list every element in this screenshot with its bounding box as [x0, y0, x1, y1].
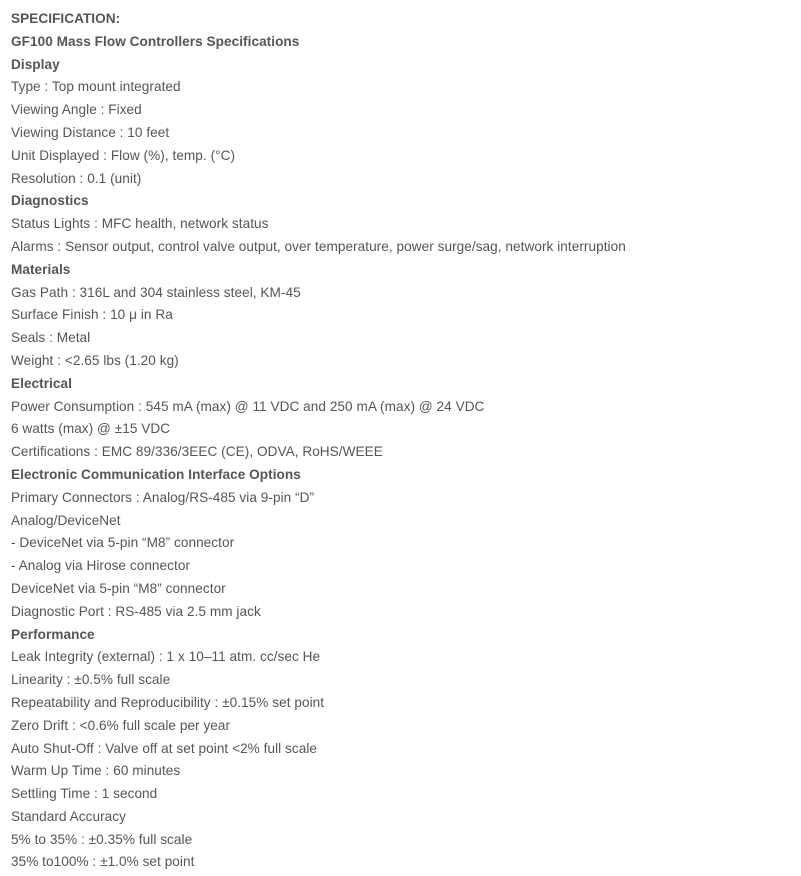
- spec-line: Status Lights : MFC health, network status: [11, 216, 269, 232]
- spec-line: Viewing Distance : 10 feet: [11, 124, 170, 140]
- spec-line: Viewing Angle : Fixed: [11, 102, 142, 118]
- spec-line: Surface Finish : 10 μ in Ra: [11, 307, 173, 323]
- spec-line: Power Consumption : 545 mA (max) @ 11 VDC and 250 mA (max) @ 24 VDC: [11, 398, 485, 414]
- spec-line: Gas Path : 316L and 304 stainless steel, KM-45: [11, 284, 301, 300]
- section-heading: GF100 Mass Flow Controllers Specifications: [11, 33, 300, 49]
- section-heading: Electronic Communication Interface Options: [11, 466, 301, 482]
- spec-line: Repeatability and Reproducibility : ±0.15% set point: [11, 694, 325, 710]
- spec-line: Linearity : ±0.5% full scale: [11, 672, 171, 688]
- spec-line: Certifications : EMC 89/336/3EEC (CE), ODVA, RoHS/WEEE: [11, 444, 383, 460]
- spec-line: Warm Up Time : 60 minutes: [11, 763, 181, 779]
- spec-line: 35% to100% : ±1.0% set point: [11, 854, 195, 870]
- section-heading: Diagnostics: [11, 193, 89, 209]
- section-heading: SPECIFICATION:: [11, 11, 121, 26]
- spec-line: DeviceNet via 5-pin “M8” connector: [11, 580, 226, 596]
- spec-line: Settling Time : 1 second: [11, 786, 158, 802]
- spec-line: - DeviceNet via 5-pin “M8” connector: [11, 535, 235, 551]
- section-heading: Electrical: [11, 375, 72, 391]
- spec-line: Weight : <2.65 lbs (1.20 kg): [11, 352, 179, 368]
- spec-line: Analog/DeviceNet: [11, 512, 121, 528]
- spec-line: Leak Integrity (external) : 1 x 10–11 atm. cc/sec He: [11, 649, 321, 665]
- spec-line: Primary Connectors : Analog/RS-485 via 9-pin “D”: [11, 489, 315, 505]
- spec-line: Type : Top mount integrated: [11, 79, 181, 95]
- spec-line: Auto Shut-Off : Valve off at set point <2% full scale: [11, 740, 318, 756]
- spec-line: Alarms : Sensor output, control valve output, over temperature, power surge/sag, network interruption: [11, 238, 626, 254]
- spec-line: Resolution : 0.1 (unit): [11, 170, 142, 186]
- spec-line: Standard Accuracy: [11, 808, 126, 824]
- spec-line: 5% to 35% : ±0.35% full scale: [11, 831, 193, 847]
- spec-line: Unit Displayed : Flow (%), temp. (°C): [11, 147, 236, 163]
- section-heading: Display: [11, 56, 60, 72]
- spec-line: 6 watts (max) @ ±15 VDC: [11, 421, 171, 437]
- specification-document: [11, 8, 791, 874]
- spec-line: Zero Drift : <0.6% full scale per year: [11, 717, 231, 733]
- section-heading: Materials: [11, 261, 71, 277]
- section-heading: Performance: [11, 626, 95, 642]
- spec-line: - Analog via Hirose connector: [11, 558, 191, 574]
- spec-line: Diagnostic Port : RS-485 via 2.5 mm jack: [11, 603, 261, 619]
- spec-line: Seals : Metal: [11, 330, 91, 346]
